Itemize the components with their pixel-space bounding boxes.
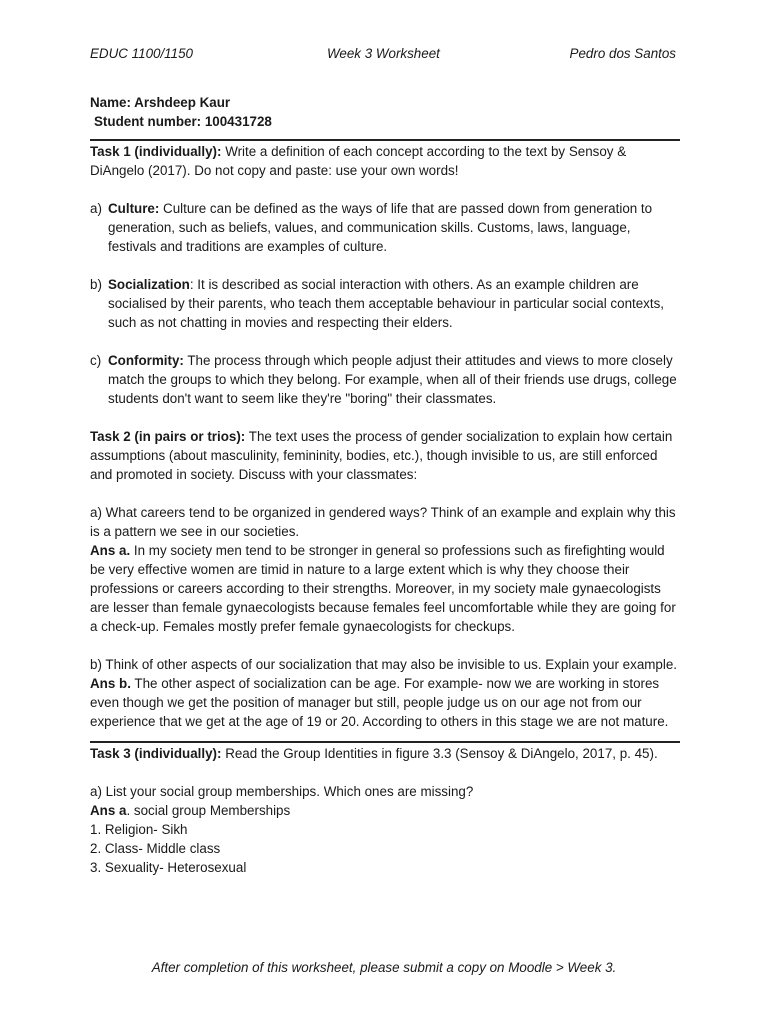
task1-item-socialization [90, 275, 680, 332]
answer-text: In my society men tend to be stronger in general so professions such as firefighting would be very effective women are timid in nature to a large extent which is why they choose their professions or careers according to their strengths. Moreover, in my society male gynaecologists are lesser than female gynaecologists because females feel uncomfortable while they are going for a check-up. Females mostly prefer female gynaecologists for checkups. [90, 543, 676, 634]
student-name: Name: Arshdeep Kaur [90, 95, 231, 110]
task2-prompt [90, 427, 680, 484]
list-item: 2. Class- Middle class [90, 841, 221, 856]
task2-instructions: The text uses the process of gender socialization to explain how certain assumptions (about masculinity, femininity, bodies, etc.), though invisible to us, are still enforced and promoted in society. Discuss with your classmates: [90, 429, 673, 482]
item-definition: Culture can be defined as the ways of life that are passed down from generation to generation, such as beliefs, values, and communication skills. Customs, laws, language, festivals and traditions are examples of culture. [108, 201, 653, 254]
answer-text: . social group Memberships [126, 803, 291, 818]
item-letter: a) [90, 201, 102, 216]
item-letter: c) [90, 353, 102, 368]
item-definition: : It is described as social interaction with others. As an example children are socialised by their parents, who teach them acceptable behaviour in particular social contexts, such as not chatting in movies and respecting their elders. [108, 277, 665, 330]
list-item: 3. Sexuality- Heterosexual [90, 860, 247, 875]
task1-prompt [90, 142, 680, 180]
item-letter: b) [90, 277, 102, 292]
answer-label: Ans a [90, 803, 127, 818]
submission-note: After completion of this worksheet, please submit a copy on Moodle > Week 3. [151, 960, 617, 975]
course-code: EDUC 1100/1150 [90, 46, 193, 61]
item-term: Socialization [108, 277, 190, 292]
task3-heading: Task 3 (individually): [90, 746, 222, 761]
list-item: 1. Religion- Sikh [90, 822, 188, 837]
task1-item-culture [90, 199, 680, 256]
task2-answer-b [90, 674, 680, 731]
answer-text: The other aspect of socialization can be age. For example- now we are working in stores even though we get the position of manager but still, people judge us on our age not from our experience that we get at the age of 19 or 20. According to others in this stage we are not mature. [90, 676, 669, 729]
task1-item-conformity [90, 351, 680, 408]
task3-prompt [90, 744, 680, 763]
task2-question-a: a) What careers tend to be organized in gendered ways? Think of an example and explain why this is a pattern we see in our societies. [90, 505, 676, 539]
answer-label: Ans b. [90, 676, 131, 691]
section-divider [90, 139, 680, 141]
instructor-name: Pedro dos Santos [569, 46, 676, 61]
task2-heading: Task 2 (in pairs or trios): [90, 429, 246, 444]
item-term: Culture: [108, 201, 160, 216]
worksheet-body [90, 93, 680, 877]
task3-answer-a [90, 801, 680, 820]
task1-heading: Task 1 (individually): [90, 144, 222, 159]
task3-instructions: Read the Group Identities in figure 3.3 (Sensoy & DiAngelo, 2017, p. 45). [221, 746, 658, 761]
task1-instructions: Write a definition of each concept according to the text by Sensoy & DiAngelo (2017). Do not copy and paste: use your own words! [90, 144, 627, 178]
task2-question-b: b) Think of other aspects of our socialization that may also be invisible to us. Explain your example. [90, 657, 678, 672]
answer-label: Ans a. [90, 543, 131, 558]
item-term: Conformity: [108, 353, 184, 368]
student-number: Student number: 100431728 [94, 114, 272, 129]
section-divider [90, 741, 680, 743]
item-definition: The process through which people adjust their attitudes and views to more closely match the groups to which they belong. For example, when all of their friends use drugs, college students don't want to seem like they're "boring" their classmates. [108, 353, 677, 406]
task3-question-a: a) List your social group memberships. Which ones are missing? [90, 784, 474, 799]
worksheet-title: Week 3 Worksheet [327, 46, 440, 61]
task2-answer-a [90, 541, 680, 636]
